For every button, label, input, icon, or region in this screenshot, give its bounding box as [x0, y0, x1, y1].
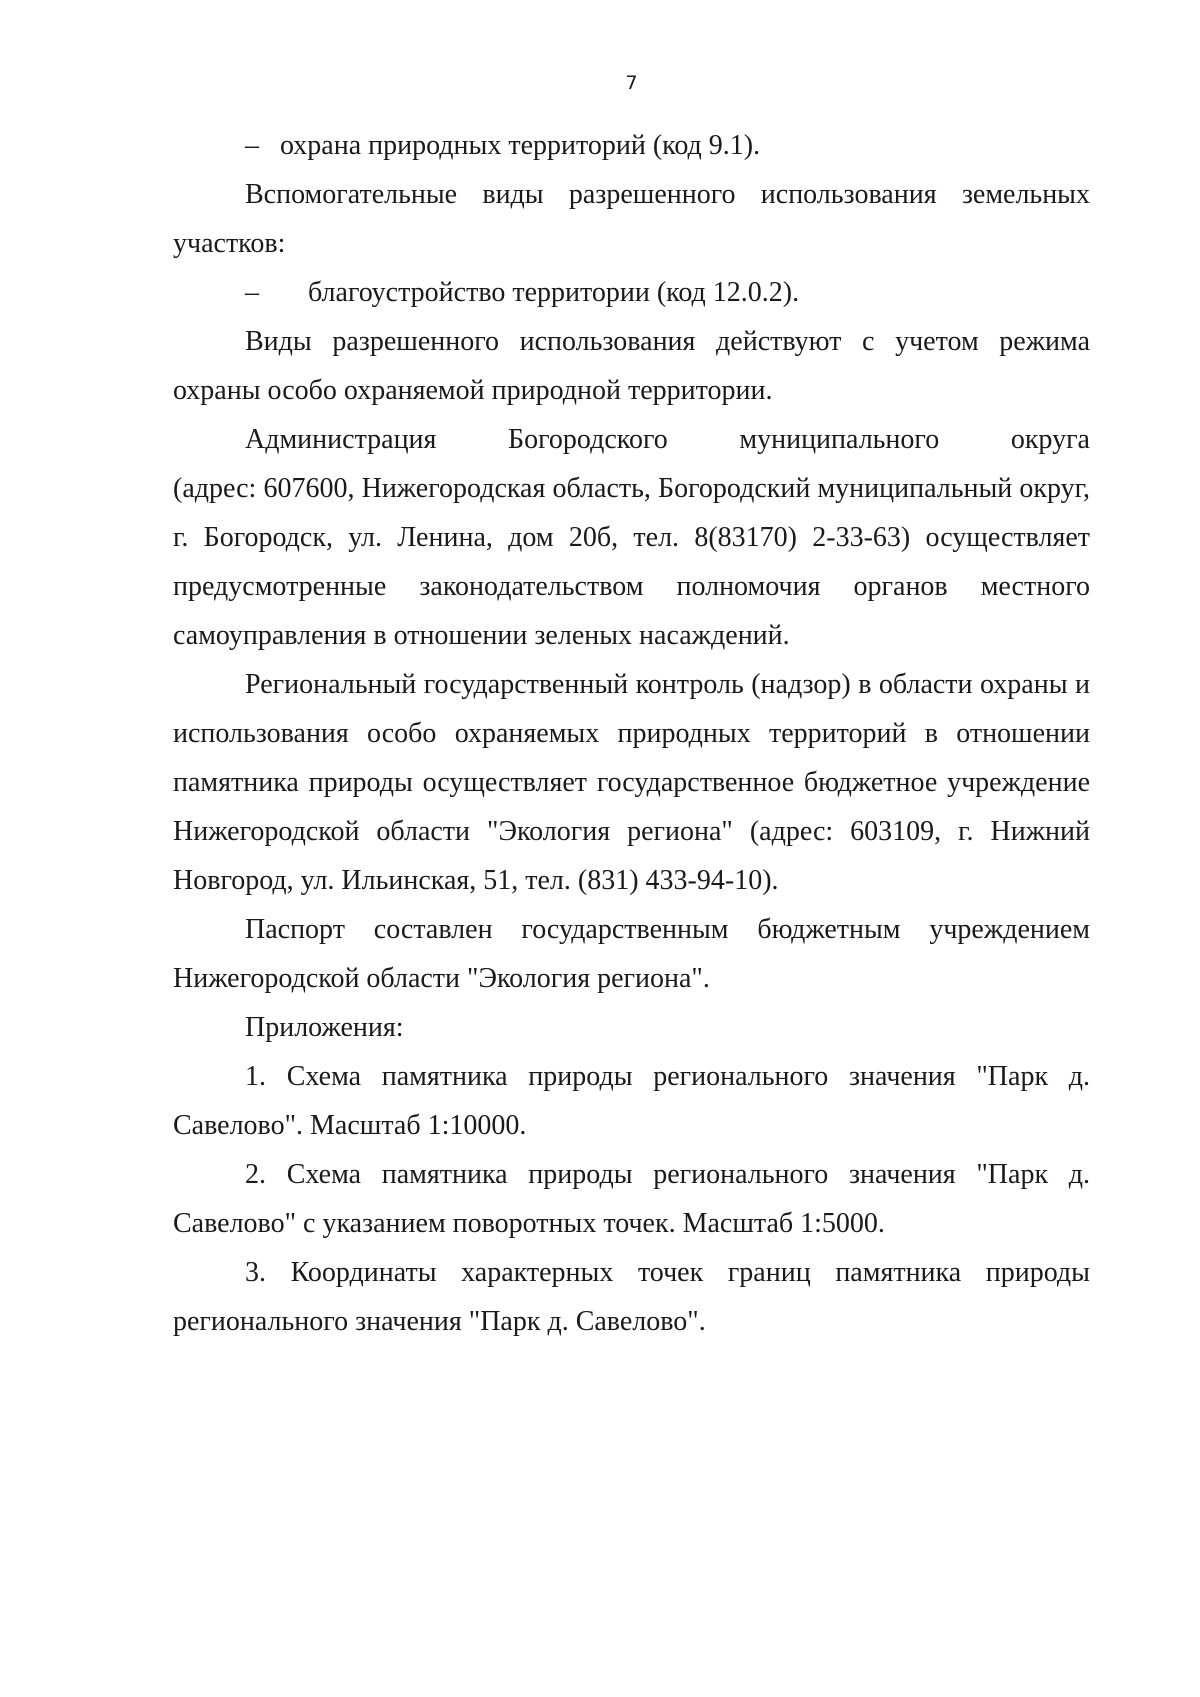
appendix-3: 3. Координаты характерных точек границ памятника природы регионального значения "Парк д. Савелово".: [173, 1257, 1090, 1337]
appendix-1: 1. Схема памятника природы регионального значения "Парк д. Савелово". Масштаб 1:10000.: [173, 1061, 1090, 1141]
appendix-2: 2. Схема памятника природы регионального значения "Парк д. Савелово" с указанием поворотных точек. Масштаб 1:5000.: [173, 1159, 1090, 1239]
administration-paragraph: [173, 415, 1090, 660]
dash-marker: –: [245, 277, 259, 308]
page-number: 7: [625, 72, 638, 94]
list-item-nature-protection: [173, 121, 1090, 170]
administration-first-line: [173, 415, 1090, 464]
word: Администрация: [245, 424, 437, 455]
dash-marker: –: [245, 130, 259, 161]
regime-note-paragraph: Виды разрешенного использования действуют с учетом режима охраны особо охраняемой природной территории.: [173, 326, 1090, 406]
word: муниципального: [739, 424, 940, 455]
auxiliary-uses-heading: Вспомогательные виды разрешенного использования земельных участков:: [173, 179, 1090, 259]
passport-paragraph: Паспорт составлен государственным бюджетным учреждением Нижегородской области "Экология региона".: [173, 914, 1090, 994]
list-item-text: охрана природных территорий (код 9.1).: [280, 130, 761, 161]
list-item-landscaping: [173, 268, 1090, 317]
regional-control-paragraph: Региональный государственный контроль (надзор) в области охраны и использования особо охраняемых природных территорий в отношении памятника природы осуществляет государственное бюджетное учреждение Нижегородской области "Экология региона" (адрес: 603109, г. Нижний Новгород, ул. Ильинская, 51, тел. (831) 433-94-10).: [173, 669, 1090, 896]
appendices-heading: Приложения:: [245, 1012, 404, 1043]
list-item-text: благоустройство территории (код 12.0.2).: [308, 277, 800, 308]
word: округа: [1010, 424, 1090, 455]
word: Богородского: [508, 424, 668, 455]
administration-text: (адрес: 607600, Нижегородская область, Богородский муниципальный округ, г. Богородск, ул. Ленина, дом 20б, тел. 8(83170) 2-33-63) осуществляет предусмотренные законодательством полномочия органов местного самоуправления в отношении зеленых насаждений.: [173, 473, 1090, 651]
document-body: [173, 121, 1090, 1346]
